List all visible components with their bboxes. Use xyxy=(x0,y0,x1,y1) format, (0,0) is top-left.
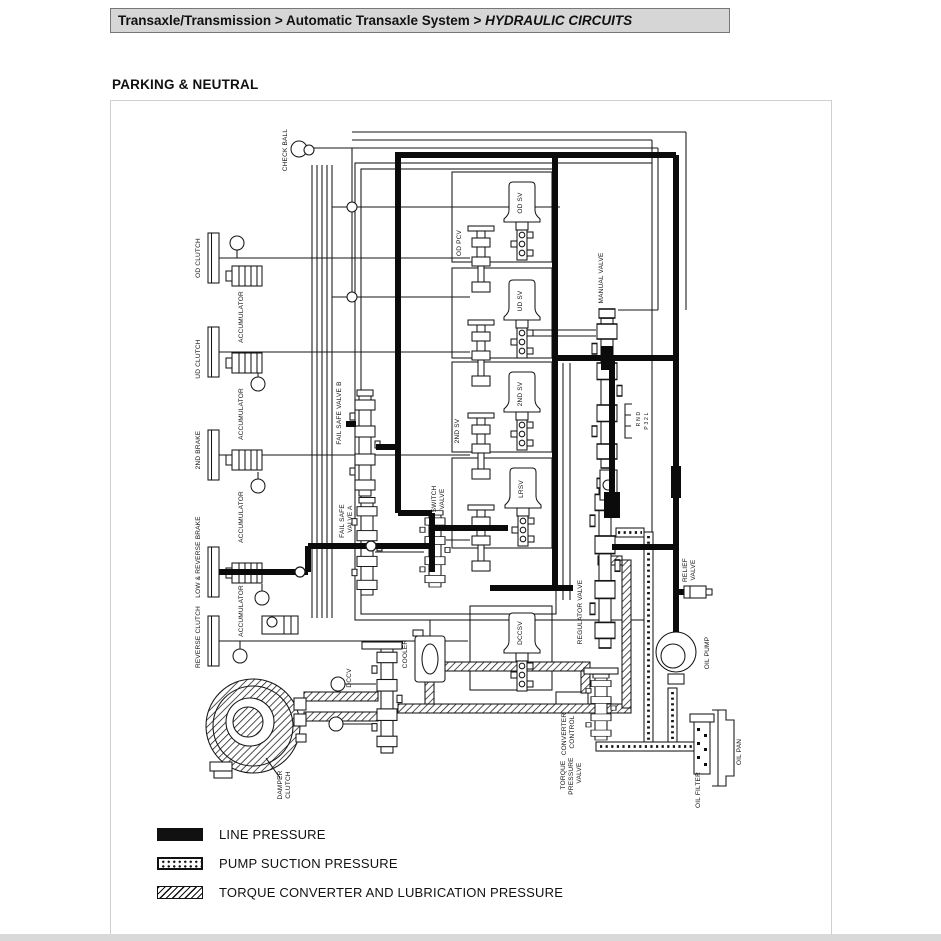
label-converter-control-line1: CONVERTER xyxy=(561,712,568,756)
label-relief-valve-line2: VALVE xyxy=(690,559,697,581)
label-shift-positions-line1: R N D xyxy=(636,411,642,427)
label-check-ball: CHECK BALL xyxy=(282,128,289,172)
ud-clutch xyxy=(208,327,219,377)
manual-valve xyxy=(592,309,622,468)
accumulator-rev xyxy=(262,616,298,634)
lr-solenoid-valve xyxy=(505,468,541,546)
accumulator-od xyxy=(226,266,262,286)
label-od-pcv: OD PCV xyxy=(456,229,463,257)
label-converter-control-line2: CONTROL xyxy=(569,715,576,749)
check-ball-small-1 xyxy=(347,202,357,212)
label-2nd-brake: 2ND BRAKE xyxy=(195,430,202,470)
torque-converter-lube-swatch xyxy=(157,886,203,899)
label-relief-valve-line1: RELIEF xyxy=(682,558,689,582)
label-cooler: COOLER xyxy=(402,639,409,669)
ud-pcv-valve xyxy=(468,320,494,386)
od-pcv-valve xyxy=(468,226,494,292)
legend-item-line-pressure xyxy=(157,827,563,841)
label-regulator-valve: REGULATOR VALVE xyxy=(577,579,584,645)
od-clutch xyxy=(208,233,219,283)
label-fail-safe-valve-a-line1: FAIL SAFE xyxy=(339,504,346,538)
torque-converter xyxy=(206,679,306,778)
legend-label: TORQUE CONVERTER AND LUBRICATION PRESSURE xyxy=(219,884,564,900)
label-low-reverse-brake: LOW & REVERSE BRAKE xyxy=(195,516,202,598)
oil-filter xyxy=(690,714,714,774)
label-oil-pump: OIL PUMP xyxy=(704,636,711,670)
line-pressure-swatch xyxy=(157,828,203,841)
thin-lines xyxy=(219,132,686,724)
low-reverse-brake xyxy=(208,547,219,597)
page-title: PARKING & NEUTRAL xyxy=(112,77,259,92)
accumulator-2nd xyxy=(226,450,262,470)
lr-pcv-valve xyxy=(468,505,494,571)
label-torque-pressure-line2: PRESSURE xyxy=(568,757,575,795)
legend xyxy=(157,827,563,899)
breadcrumb: Transaxle/Transmission > Automatic Transaxle System > xyxy=(118,13,486,28)
label-dccsv: DCCSV xyxy=(517,621,524,645)
label-accumulator-rev: ACCUMULATOR xyxy=(238,585,245,637)
label-oil-pan: OIL PAN xyxy=(736,738,743,766)
label-oil-filter: OIL FILTER xyxy=(695,772,702,808)
pump-suction-swatch xyxy=(157,857,203,870)
oil-pump xyxy=(656,632,696,684)
label-torque-pressure-line3: VALVE xyxy=(576,762,583,784)
legend-label: LINE PRESSURE xyxy=(219,826,326,842)
legend-item-pump-suction-pressure xyxy=(157,856,563,870)
accumulator-ud xyxy=(226,353,262,373)
label-damper-clutch-line1: DAMPER xyxy=(277,770,284,800)
2nd-brake xyxy=(208,430,219,480)
breadcrumb-current-page: HYDRAULIC CIRCUITS xyxy=(485,13,633,28)
label-switch-valve-line1: SWITCH xyxy=(431,485,438,513)
tc-valve-top-flange xyxy=(584,668,618,674)
reverse-clutch xyxy=(208,616,219,666)
label-reverse-clutch: REVERSE CLUTCH xyxy=(195,605,202,669)
label-fail-safe-valve-b: FAIL SAFE VALVE B xyxy=(336,381,343,445)
legend-label: PUMP SUCTION PRESSURE xyxy=(219,855,398,871)
label-damper-clutch-line2: CLUTCH xyxy=(285,771,292,799)
label-accumulator-od: ACCUMULATOR xyxy=(238,291,245,343)
bottom-strip xyxy=(0,934,941,941)
oil-cooler xyxy=(413,630,445,682)
check-ball xyxy=(291,141,314,157)
label-dccv: DCCV xyxy=(346,668,353,688)
oil-pan xyxy=(712,710,734,786)
label-accumulator-2nd: ACCUMULATOR xyxy=(238,491,245,543)
label-2nd-sv: 2ND SV xyxy=(517,381,524,407)
check-ball-small-2 xyxy=(347,292,357,302)
label-fail-safe-valve-a-line2: VALVE A xyxy=(347,505,354,533)
relief-valve xyxy=(684,586,712,598)
label-lrsv: LRSV xyxy=(518,480,525,498)
label-2nd-sv-left: 2ND SV xyxy=(454,418,461,444)
label-switch-valve-line2: VALVE xyxy=(439,488,446,510)
dccv-top-flange xyxy=(362,642,402,649)
label-od-clutch: OD CLUTCH xyxy=(195,238,202,278)
legend-item-torque-converter-lube xyxy=(157,885,563,899)
label-ud-sv: UD SV xyxy=(517,290,524,312)
label-manual-valve: MANUAL VALVE xyxy=(598,252,605,304)
label-ud-clutch: UD CLUTCH xyxy=(195,339,202,379)
dccv-check-balls xyxy=(329,677,345,731)
label-od-sv: OD SV xyxy=(517,192,524,214)
2nd-pcv-valve xyxy=(468,413,494,479)
label-torque-pressure-line1: TORQUE xyxy=(560,760,567,790)
label-shift-positions-line2: P 3 2 L xyxy=(644,412,650,430)
label-accumulator-ud: ACCUMULATOR xyxy=(238,388,245,440)
